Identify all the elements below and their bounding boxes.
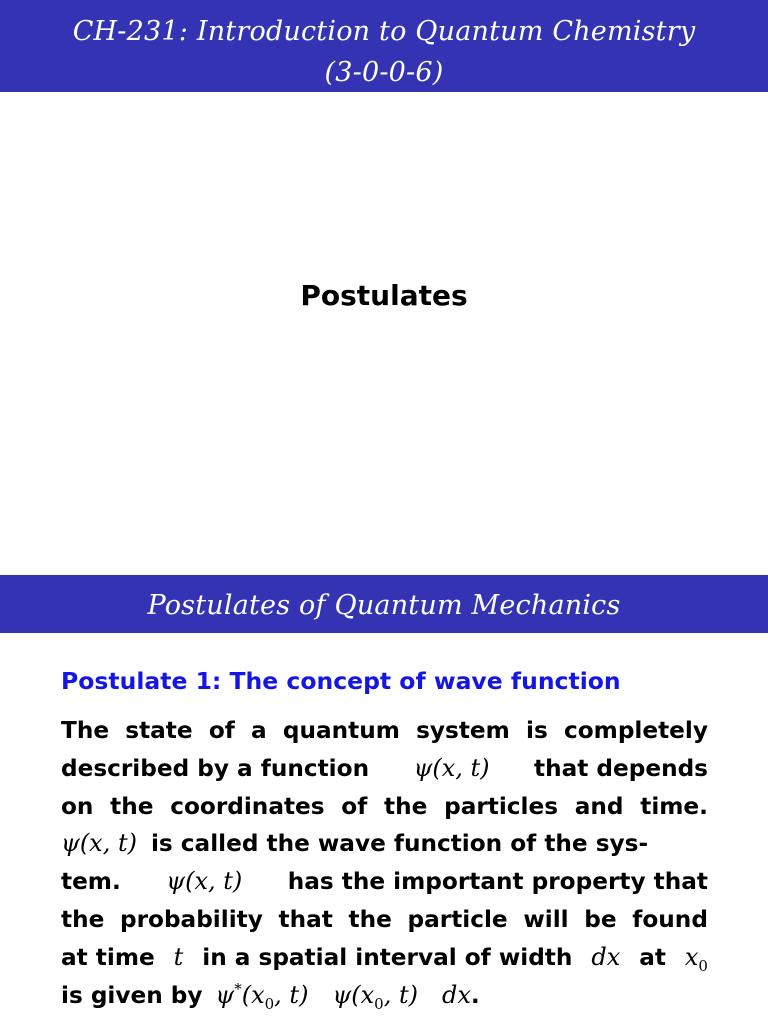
text-segment: at time [61, 943, 155, 971]
postulate-heading: Postulate 1: The concept of wave function [61, 667, 621, 695]
word: is [526, 717, 548, 744]
course-credits: (3-0-0-6) [324, 57, 444, 88]
postulate-body [61, 712, 708, 1014]
body-line-3 [61, 788, 708, 826]
text-segment: described by a function [61, 754, 370, 782]
text-segment: at [639, 943, 666, 971]
text-segment: tem. [61, 868, 121, 896]
subscript: 0 [374, 994, 384, 1013]
text-segment: in a spatial interval of width [202, 943, 573, 971]
math-dx: dx [441, 980, 471, 1009]
math-psi: ψ(x, t) [166, 867, 243, 896]
superscript-star: * [234, 979, 242, 998]
text-segment: is given by [61, 981, 203, 1009]
word: quantum [282, 717, 400, 744]
word: a [251, 717, 267, 744]
math-psi: ψ [215, 980, 235, 1009]
word: the [110, 792, 154, 820]
body-line-7 [61, 939, 708, 977]
word: will [523, 905, 569, 933]
word: be [584, 905, 617, 933]
math-psi: ψ(x [332, 980, 375, 1009]
body-line-6 [61, 901, 708, 939]
word: the [61, 905, 105, 933]
word: The [61, 717, 110, 744]
course-title: CH-231: Introduction to Quantum Chemistry [72, 16, 696, 47]
text-segment: is called the wave function of the sys- [150, 830, 649, 858]
section-title: Postulates [300, 279, 468, 312]
word: found [632, 905, 708, 933]
slide-1-title-bar [0, 0, 768, 92]
word: state [125, 717, 193, 744]
math-arg: , t) [274, 980, 309, 1009]
math-dx: dx [591, 942, 621, 971]
math-t: t [173, 942, 184, 971]
word: of [341, 792, 368, 820]
word: time. [640, 792, 708, 820]
word: completely [563, 717, 708, 744]
word: coordinates [170, 792, 325, 820]
slide-2-title-bar [0, 575, 768, 633]
word: particles [444, 792, 559, 820]
math-x: x [684, 942, 699, 971]
body-line-8 [61, 977, 708, 1015]
subscript: 0 [698, 956, 708, 975]
math-arg: , t) [383, 980, 418, 1009]
word: on [61, 792, 94, 820]
word: particle [407, 905, 508, 933]
math-expression [211, 979, 471, 1013]
word: the [348, 905, 392, 933]
math-arg: (x [241, 980, 265, 1009]
word: system [416, 717, 510, 744]
subscript: 0 [264, 994, 275, 1013]
word: and [574, 792, 624, 820]
body-line-4 [61, 825, 708, 863]
word: of [208, 717, 235, 744]
text-segment: has the important property that [287, 868, 708, 896]
body-line-1 [61, 712, 708, 750]
period: . [470, 981, 480, 1009]
word: that [278, 905, 333, 933]
math-psi: ψ(x, t) [413, 753, 490, 782]
body-line-5 [61, 863, 708, 901]
math-psi: ψ(x, t) [61, 829, 137, 858]
text-segment: that depends [534, 754, 708, 782]
math-x0 [685, 939, 708, 977]
slide-2-title: Postulates of Quantum Mechanics [147, 590, 621, 621]
word: the [384, 792, 428, 820]
body-line-2 [61, 750, 708, 788]
word: probability [120, 905, 263, 933]
